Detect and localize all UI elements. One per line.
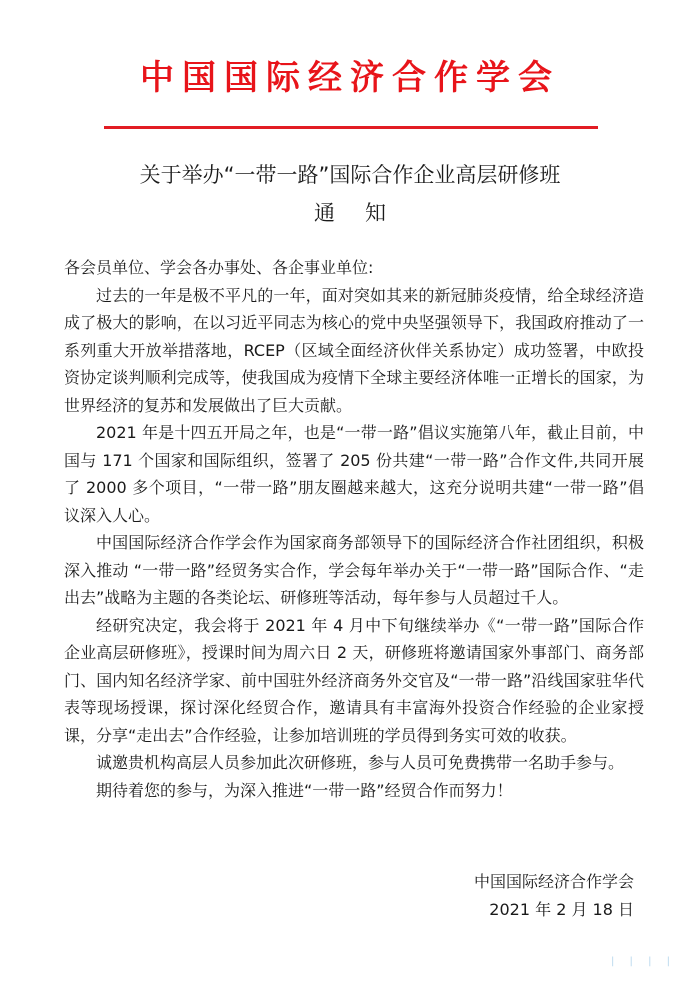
notice-title: 关于举办“一带一路”国际合作企业高层研修班	[139, 163, 561, 187]
signature-date: 2021 年 2 月 18 日	[489, 900, 634, 919]
body-paragraph: 诚邀贵机构高层人员参加此次研修班，参与人员可免费携带一名助手参与。	[96, 753, 625, 772]
letterhead-red-rule	[104, 126, 598, 129]
body-paragraph: 期待着您的参与，为深入推进“一带一路”经贸合作而努力！	[96, 780, 513, 800]
signature-block	[474, 868, 634, 924]
body-paragraph: 中国国际经济合作学会作为国家商务部领导下的国际经济合作社团组织，积极深入推动 “一带一路”经贸务实合作，学会每年举办关于“一带一路”国际合作、“走出去”战略为主题的各类论坛、研修班等活动，每年参与人员超过千人。	[64, 533, 644, 607]
letterhead-org-name: 中国国际经济合作学会	[140, 58, 560, 98]
notice-body	[64, 254, 644, 804]
body-paragraph: 2021 年是十四五开局之年，也是“一带一路”倡议实施第八年，截止目前，中国与 171 个国家和国际组织，签署了 205 份共建“一带一路”合作文件,共同开展了 2000 多个项目，“一带一路”朋友圈越来越大，这充分说明共建“一带一路”倡议深入人心。	[64, 423, 644, 525]
scan-edge-marks: | | | |	[610, 956, 676, 967]
body-paragraph: 经研究决定，我会将于 2021 年 4 月中下旬继续举办《“一带一路”国际合作企业高层研修班》，授课时间为周六日 2 天，研修班将邀请国家外事部门、商务部门、国内知名经济学家、前中国驻外经济商务外交官及“一带一路”沿线国家驻华代表等现场授课，探讨深化经贸合作，邀请具有丰富海外投资合作经验的企业家授课，分享“走出去”合作经验，让参加培训班的学员得到务实可效的收获。	[64, 615, 644, 745]
notice-subtitle: 通知	[314, 201, 416, 225]
salutation: 各会员单位、学会各办事处、各企事业单位:	[64, 258, 374, 277]
signature-org: 中国国际经济合作学会	[473, 872, 634, 891]
body-paragraph: 过去的一年是极不平凡的一年，面对突如其来的新冠肺炎疫情，给全球经济造成了极大的影响，在以习近平同志为核心的党中央坚强领导下，我国政府推动了一系列重大开放举措落地，RCEP（区域全面经济伙伴关系协定）成功签署，中欧投资协定谈判顺利完成等，使我国成为疫情下全球主要经济体唯一正增长的国家，为世界经济的复苏和发展做出了巨大贡献。	[64, 285, 644, 415]
